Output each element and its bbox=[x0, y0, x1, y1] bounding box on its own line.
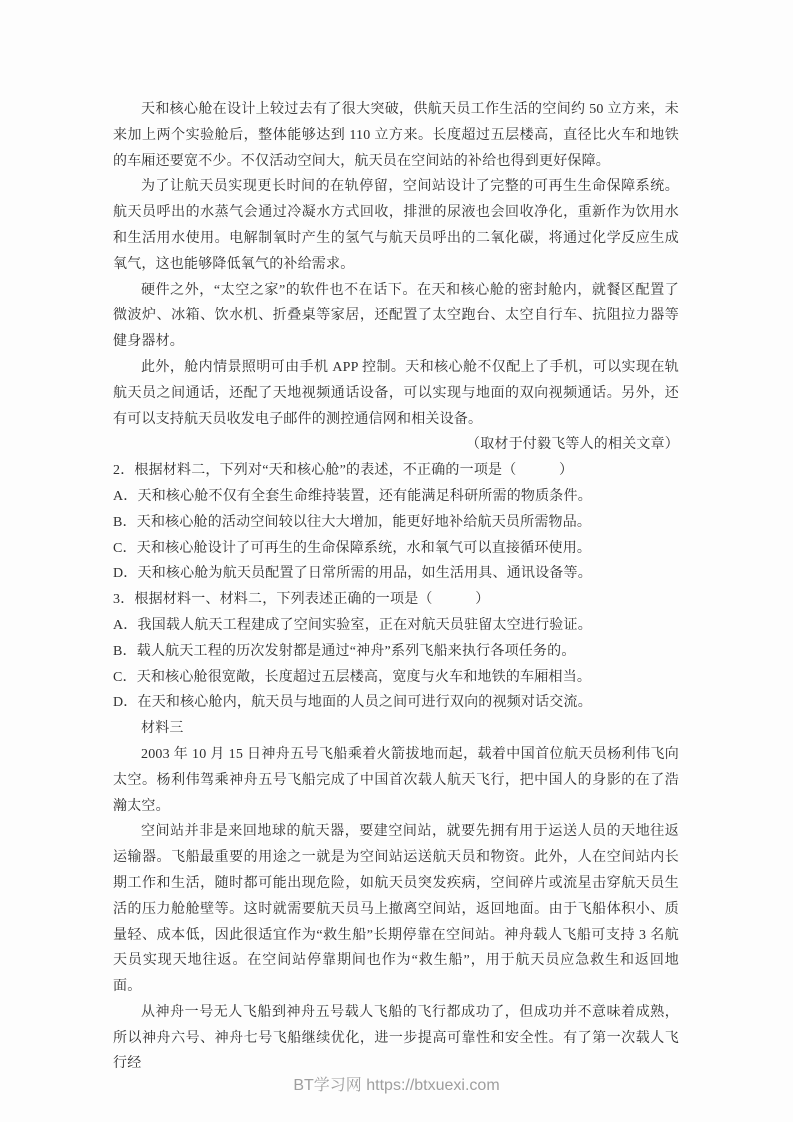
option-line-15: D．在天和核心舱内，航天员与地面的人员之间可进行双向的视频对话交流。 bbox=[113, 695, 592, 711]
watermark-site-name: BT学习网 bbox=[293, 1077, 362, 1094]
watermark-footer bbox=[0, 1072, 793, 1095]
body-line-19: 从神舟一号无人飞船到神舟五号载人飞船的飞行都成功了，但成功并不意味着成熟，所以神舟六号、神舟七号飞船继续优化，进一步提高可靠性和安全性。有了第一次载人飞行经 bbox=[113, 1004, 679, 1072]
option-line-8: B．天和核心舱的活动空间较以往大大增加，能更好地补给航天员所需物品。 bbox=[113, 514, 592, 530]
option-line-13: B．载人航天工程的历次发射都是通过“神舟”系列飞船来执行各项任务的。 bbox=[113, 643, 576, 659]
body-line-18: 空间站并非是来回地球的航天器，要建空间站，就要先拥有用于运送人员的天地往返运输器。飞船最重要的用途之一就是为空间站运送航天员和物资。此外，人在空间站内长期工作和生活，随时都可能出现危险，如航天员突发疾病，空间碎片或流星击穿航天员生活的压力舱舱壁等。这时就需要航天员马上撤离空间站，返回地面。由于飞船体积小、质量轻、成本低，因此很适宜作为“救生船”长期停靠在空间站。神舟载人飞船可支持 3 名航天员实现天地往返。在空间站停靠期间也作为“救生船”，用于航天员应急救生和返回地面。 bbox=[113, 824, 679, 995]
option-line-10: D．天和核心舱为航天员配置了日常所需的用品，如生活用具、通讯设备等。 bbox=[113, 566, 592, 582]
document-body bbox=[113, 97, 679, 1077]
body-line-17: 2003 年 10 月 15 日神舟五号飞船乘着火箭拔地而起，载着中国首位航天员杨利伟飞向太空。杨利伟驾乘神舟五号飞船完成了中国首次载人航天飞行，把中国人的身影的在了浩瀚太空。 bbox=[113, 746, 679, 814]
body-line-2: 为了让航天员实现更长时间的在轨停留，空间站设计了完整的可再生生命保障系统。航天员呼出的水蒸气会通过冷凝水方式回收，排泄的尿液也会回收净化，重新作为饮用水和生活用水使用。电解制氧时产生的氢气与航天员呼出的二氧化碳，将通过化学反应生成氧气，这也能够降低氧气的补给需求。 bbox=[113, 179, 679, 272]
option-line-7: A．天和核心舱不仅有全套生命维持装置，还有能满足科研所需的物质条件。 bbox=[113, 488, 592, 504]
option-line-14: C．天和核心舱很宽敞，长度超过五层楼高，宽度与火车和地铁的车厢相当。 bbox=[113, 669, 592, 685]
option-line-9: C．天和核心舱设计了可再生的生命保障系统，水和氧气可以直接循环使用。 bbox=[113, 540, 592, 556]
watermark-site-url: https://btxuexi.com bbox=[366, 1077, 500, 1094]
body-line-1: 天和核心舱在设计上较过去有了很大突破，供航天员工作生活的空间约 50 立方来，未来加上两个实验舱后，整体能够达到 110 立方来。长度超过五层楼高，直径比火车和地铁的车厢还要宽不少。不仅活动空间大，航天员在空间站的补给也得到更好保障。 bbox=[113, 102, 679, 169]
heading-line-16: 材料三 bbox=[141, 721, 184, 737]
question-line-6: 2．根据材料二，下列对“天和核心舱”的表述，不正确的一项是（ ） bbox=[113, 463, 574, 479]
option-line-12: A．我国载人航天工程建成了空间实验室，正在对航天员驻留太空进行验证。 bbox=[113, 617, 592, 633]
body-line-4: 此外，舱内情景照明可由手机 APP 控制。天和核心舱不仅配上了手机，可以实现在轨航天员之间通话，还配了天地视频通话设备，可以实现与地面的双向视频通话。另外，还有可以支持航天员收发电子邮件的测控通信网和相关设备。 bbox=[113, 359, 679, 427]
attribution-line-5: （取材于付毅飞等人的相关文章） bbox=[466, 437, 679, 453]
question-line-11: 3．根据材料一、材料二，下列表述正确的一项是（ ） bbox=[113, 592, 490, 608]
body-line-3: 硬件之外，“太空之家”的软件也不在话下。在天和核心舱的密封舱内，就餐区配置了微波炉、冰箱、饮水机、折叠桌等家居，还配置了太空跑台、太空自行车、抗阻拉力器等健身器材。 bbox=[113, 282, 679, 350]
